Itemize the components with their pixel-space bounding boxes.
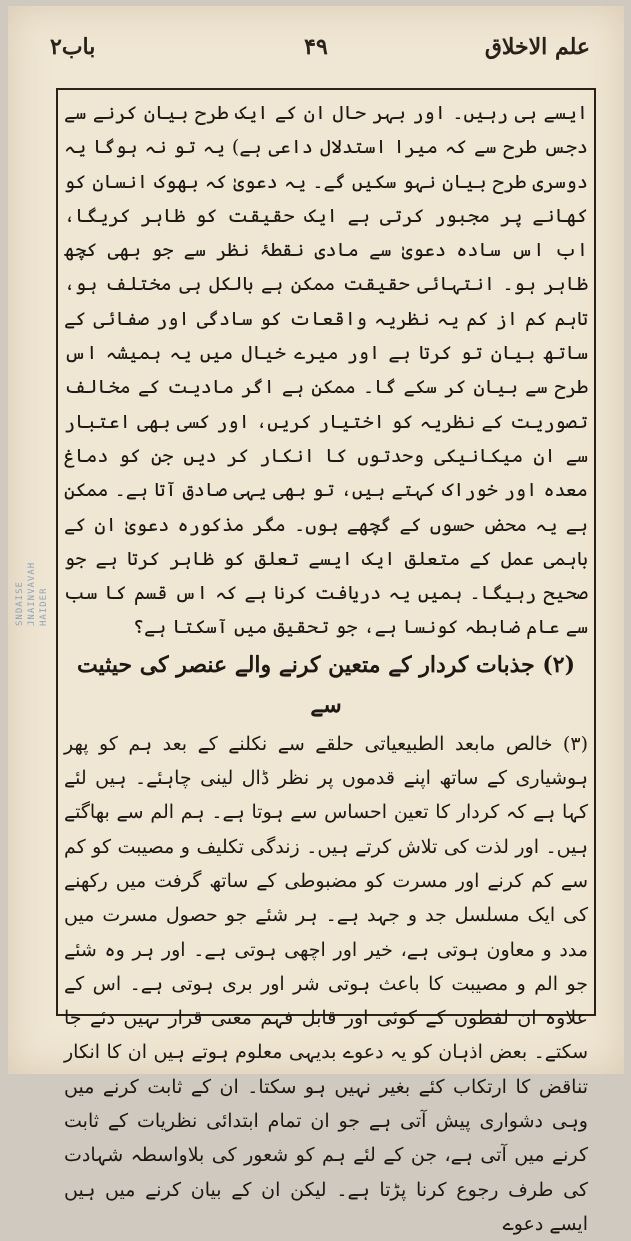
book-title: علم الاخلاق: [484, 34, 590, 60]
stamp-line: HAIDER: [39, 587, 49, 626]
paragraph: (۳) خالص مابعد الطبیعیاتی حلقے سے نکلنے کے بعد ہم کو پھر ہوشیاری کے ساتھ اپنے قدموں پر نظر ڈال لینی چاہئے۔ ہیں لئے کہا ہے کہ کردار کا تعین احساس سے ہوتا ہے۔ ہم الم سے بھاگتے ہیں۔ اور لذت کی تلاش کرتے ہیں۔ زندگی تکلیف و مصیبت کو کم سے کم کرنے اور مسرت کو مضبوطی کے ساتھ گرفت میں رکھنے کی ایک مسلسل جد و جہد ہے۔ ہر شئے جو حصول مسرت میں مدد و معاون ہوتی ہے، خیر اور اچھی ہوتی ہے۔ اور ہر وہ شئے جو الم و مصیبت کا باعث ہوتی شر اور بری ہوتی ہے۔ اس کے علاوہ ان لفظوں کے کوئی اور قابل فہم معنی قرار نہیں دئے جا سکتے۔ بعض اذہان کو یہ دعوے بدیہی معلوم ہوتے ہیں ان کا انکار تناقض کا ارتکاب کئے بغیر نہیں ہو سکتا۔ ان کے ثابت کرنے میں وہی دشواری پیش آتی ہے جو ان تمام ابتدائی نظریات کے ثابت کرنے میں آتی ہے، جن کے لئے ہم کو شعور کی بلاواسطہ شہادت کی طرف رجوع کرنا پڑتا ہے۔ لیکن ان کے بیان کرنے میں ہیں ایسے دعوے: [64, 732, 588, 1235]
stamp-line: JNAINVAVAH: [27, 561, 37, 626]
paragraph: ایسے ہی رہیں۔ اور بہر حال ان کے ایک طرح بیان کرنے سے دجس طرح سے کہ میرا استدلال داعی ہے) یہ تو نہ ہوگا یہ دوسری طرح بیان نہو سکیں گے۔ یہ دعویٰ کہ بھوک انسان کو کھانے پر مجبور کرتی ہے ایک حقیقت کو ظاہر کریگا، اب اس سادہ دعویٰ سے مادی نقطۂ نظر سے جو بھی کچھ ظاہر ہو۔ انتہائی حقیقت ممکن ہے بالکل ہی مختلف ہو، تاہم کم از کم یہ نظریہ واقعات کو سادگی اور صفائی کے ساتھ بیان تو کرتا ہے اور میرے خیال میں یہ ہمیشہ اس طرح سے بیان کر سکے گا۔ ممکن ہے اگر مادیت کے مخالف تصوریت کے نظریہ کو اختیار کریں، اور کسی بھی اعتبار سے ان میکانیکی وحدتوں کا انکار کر دیں جن کو دماغ معدہ اور خوراک کہتے ہیں، تو بھی یہی صادق آتا ہے۔ ممکن ہے یہ محض حسوں کے گچھے ہوں۔ مگر مذکورہ دعویٰ ان کے باہمی عمل کے متعلق ایک ایسے تعلق کو ظاہر کرتا ہے جو صحیح رہیگا۔ ہمیں یہ دریافت کرنا ہے کہ اس قسم کا سب سے عام ضابطہ کونسا ہے، جو تحقیق میں آسکتا ہے؟: [64, 102, 588, 639]
library-stamp: [14, 356, 62, 626]
text-frame: [56, 88, 596, 1235]
page-body: [64, 96, 588, 1235]
page-number: ۴۹: [304, 34, 328, 60]
book-page: [8, 6, 624, 1235]
chapter-label: باب۲: [50, 34, 96, 60]
stamp-line: SNDAISE: [15, 581, 25, 626]
page-header: [42, 34, 590, 74]
section-heading: (۲) جذبات کردار کے متعین کرنے والے عنصر کی حیثیت سے: [76, 651, 576, 718]
